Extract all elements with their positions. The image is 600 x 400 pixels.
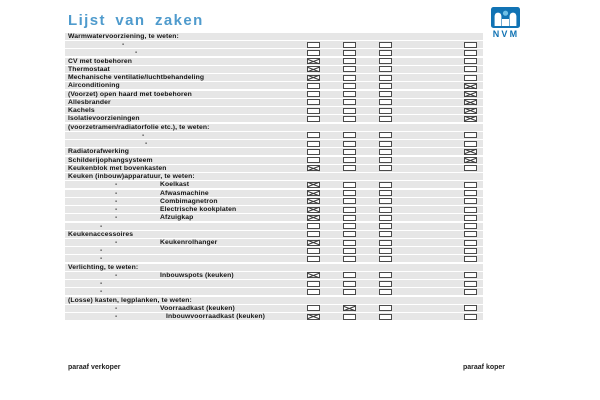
checkbox[interactable] [343,198,356,204]
table-row [65,165,483,172]
table-row [65,91,483,98]
item-label: Inbouwspots (keuken) [160,271,234,279]
checkbox[interactable] [379,198,392,204]
table-row [65,239,483,246]
checkbox[interactable] [379,240,392,246]
table-row [65,223,483,230]
checkbox[interactable] [343,157,356,163]
section-header-row [65,124,483,131]
checkbox[interactable] [379,289,392,295]
checkbox[interactable] [379,223,392,229]
checkbox[interactable] [343,83,356,89]
checkbox[interactable] [343,132,356,138]
checkbox[interactable] [307,116,320,122]
checkbox[interactable] [343,215,356,221]
checkbox[interactable] [379,108,392,114]
checkbox[interactable] [379,190,392,196]
checkbox[interactable] [343,149,356,155]
checkbox-checked[interactable] [307,58,320,64]
item-label: Mechanische ventilatie/luchtbehandeling [68,74,205,82]
checkbox-checked[interactable] [307,215,320,221]
checkbox[interactable] [379,256,392,262]
table-row [65,157,483,164]
table-row [65,272,483,279]
checkbox[interactable] [464,66,477,72]
checkbox[interactable] [379,116,392,122]
table-row [65,148,483,155]
checkbox[interactable] [307,99,320,105]
item-label: - [100,255,103,263]
checkbox[interactable] [464,141,477,147]
nvm-logo-text: NVM [492,29,520,39]
checkbox[interactable] [307,281,320,287]
item-label: - [122,41,125,49]
checkbox[interactable] [464,240,477,246]
checkbox[interactable] [307,141,320,147]
checkbox-checked[interactable] [464,83,477,89]
checkbox[interactable] [307,231,320,237]
checkbox-checked[interactable] [343,305,356,311]
checkbox[interactable] [307,157,320,163]
checkbox[interactable] [343,58,356,64]
checkbox-checked[interactable] [307,182,320,188]
checkbox[interactable] [343,182,356,188]
checkbox[interactable] [379,248,392,254]
item-label: - [100,280,103,288]
table-row [65,280,483,287]
table-row [65,247,483,254]
table-row [65,115,483,122]
checkbox[interactable] [379,42,392,48]
checkbox-checked[interactable] [464,157,477,163]
checkbox[interactable] [343,281,356,287]
table-row [65,140,483,147]
section-header-label: (voorzetramen/radiatorfolie etc.), te weten: [68,123,210,131]
item-label: - [135,49,138,57]
item-label: - [145,140,148,148]
checkbox[interactable] [343,223,356,229]
checkbox[interactable] [343,240,356,246]
item-label: Kachels [68,107,95,115]
item-dash: - [115,206,118,214]
checkbox[interactable] [464,165,477,171]
checkbox-checked[interactable] [307,207,320,213]
checkbox[interactable] [343,207,356,213]
items-table [65,33,483,323]
table-row [65,132,483,139]
checkbox[interactable] [379,215,392,221]
checkbox[interactable] [307,149,320,155]
checkbox-checked[interactable] [464,108,477,114]
table-row [65,305,483,312]
checkbox-checked[interactable] [464,116,477,122]
checkbox[interactable] [343,256,356,262]
checkbox[interactable] [464,42,477,48]
item-dash: - [115,271,118,279]
section-header-row [65,297,483,304]
checkbox-checked[interactable] [307,272,320,278]
checkbox[interactable] [379,141,392,147]
checkbox[interactable] [379,50,392,56]
checkbox[interactable] [343,42,356,48]
checkbox[interactable] [464,198,477,204]
item-label: (Voorzet) open haard met toebehoren [68,90,192,98]
checkbox[interactable] [379,149,392,155]
checkbox-checked[interactable] [307,165,320,171]
checkbox[interactable] [464,305,477,311]
checkbox-checked[interactable] [307,190,320,196]
checkbox[interactable] [379,314,392,320]
table-row [65,82,483,89]
section-header-row [65,173,483,180]
table-row [65,181,483,188]
checkbox[interactable] [307,248,320,254]
checkbox[interactable] [307,50,320,56]
page-title: Lijst van zaken [68,12,204,29]
checkbox[interactable] [379,165,392,171]
item-label: Electrische kookplaten [160,206,237,214]
checkbox[interactable] [464,132,477,138]
checkbox-checked[interactable] [307,75,320,81]
table-row [65,41,483,48]
checkbox[interactable] [343,272,356,278]
item-label: Airconditioning [68,82,120,90]
item-label: Voorraadkast (keuken) [160,304,235,312]
nvm-logo [489,7,521,39]
checkbox[interactable] [343,314,356,320]
checkbox[interactable] [379,58,392,64]
item-label: Thermostaat [68,65,110,73]
item-dash: - [115,239,118,246]
item-dash: - [115,197,118,205]
section-header-label: Keuken (inbouw)apparatuur, te weten: [68,173,195,181]
checkbox[interactable] [343,248,356,254]
item-label: - [142,131,145,139]
item-label: - [100,288,103,296]
checkbox[interactable] [379,272,392,278]
checkbox[interactable] [379,182,392,188]
checkbox[interactable] [464,50,477,56]
item-label: Afzuigkap [160,214,194,222]
section-header-row [65,264,483,271]
checkbox[interactable] [343,108,356,114]
checkbox[interactable] [464,272,477,278]
checkbox[interactable] [379,75,392,81]
checkbox[interactable] [464,231,477,237]
checkbox[interactable] [343,91,356,97]
item-label: Inbouwvoorraadkast (keuken) [166,313,266,321]
checkbox[interactable] [379,83,392,89]
checkbox[interactable] [307,305,320,311]
item-label: Radiatorafwerking [68,148,129,156]
checkbox[interactable] [307,289,320,295]
item-dash: - [115,313,118,321]
checkbox[interactable] [464,215,477,221]
table-row [65,206,483,213]
item-label: CV met toebehoren [68,57,133,65]
checkbox[interactable] [464,248,477,254]
section-header-label: Verlichting, te weten: [68,263,139,271]
checkbox[interactable] [464,58,477,64]
checkbox[interactable] [379,91,392,97]
checkbox[interactable] [379,231,392,237]
checkbox[interactable] [343,289,356,295]
checkbox[interactable] [343,116,356,122]
checkbox[interactable] [307,108,320,114]
item-label: Keukenaccessoires [68,230,134,238]
table-row [65,198,483,205]
checkbox-checked[interactable] [307,66,320,72]
checkbox[interactable] [307,223,320,229]
checkbox[interactable] [464,207,477,213]
checkbox[interactable] [379,207,392,213]
section-header-label: Warmwatervoorziening, te weten: [68,33,179,40]
item-label: Koelkast [160,181,190,189]
checkbox[interactable] [343,190,356,196]
checkbox[interactable] [464,314,477,320]
item-dash: - [115,214,118,222]
nvm-logo-icon [489,7,521,28]
table-row [65,255,483,262]
table-row [65,214,483,221]
checkbox[interactable] [343,50,356,56]
item-label: Schilderijophangsysteem [68,156,153,164]
table-row [65,190,483,197]
item-label: Keukenblok met bovenkasten [68,164,167,172]
table-row [65,49,483,56]
checkbox[interactable] [343,75,356,81]
checkbox[interactable] [379,305,392,311]
checkbox-checked[interactable] [307,240,320,246]
checkbox[interactable] [343,66,356,72]
checkbox[interactable] [343,165,356,171]
checkbox[interactable] [464,281,477,287]
table-row [65,74,483,81]
item-dash: - [115,189,118,197]
table-row [65,288,483,295]
item-label: Afwasmachine [160,189,209,197]
table-row [65,107,483,114]
section-header-row [65,33,483,40]
item-dash: - [115,181,118,189]
checkbox[interactable] [343,141,356,147]
checkbox-checked[interactable] [464,91,477,97]
item-label: Combimagnetron [160,197,218,205]
section-header-label: (Losse) kasten, legplanken, te weten: [68,296,192,304]
item-dash: - [115,304,118,312]
footer-seller-initials-label: paraaf verkoper [68,364,121,371]
item-label: - [100,247,103,255]
checkbox[interactable] [379,99,392,105]
item-label: - [100,222,103,230]
item-label: Allesbrander [68,98,111,106]
checkbox[interactable] [379,157,392,163]
item-label: Keukenrolhanger [160,239,218,246]
checkbox-checked[interactable] [464,99,477,105]
checkbox[interactable] [307,83,320,89]
table-row [65,313,483,320]
footer-buyer-initials-label: paraaf koper [463,364,506,371]
checkbox[interactable] [464,256,477,262]
checkbox[interactable] [379,281,392,287]
checkbox-checked[interactable] [307,198,320,204]
checkbox[interactable] [307,91,320,97]
table-row [65,58,483,65]
checkbox[interactable] [464,75,477,81]
item-label: Isolatievoorzieningen [68,115,140,123]
checkbox[interactable] [307,132,320,138]
table-row [65,66,483,73]
checkbox[interactable] [379,132,392,138]
table-row [65,231,483,238]
checkbox[interactable] [307,256,320,262]
checkbox[interactable] [464,289,477,295]
checkbox-checked[interactable] [464,149,477,155]
checkbox[interactable] [343,99,356,105]
checkbox[interactable] [379,66,392,72]
checkbox-checked[interactable] [307,314,320,320]
table-row [65,99,483,106]
checkbox[interactable] [464,190,477,196]
checkbox[interactable] [464,182,477,188]
checkbox[interactable] [464,223,477,229]
checkbox[interactable] [307,42,320,48]
checkbox[interactable] [343,231,356,237]
